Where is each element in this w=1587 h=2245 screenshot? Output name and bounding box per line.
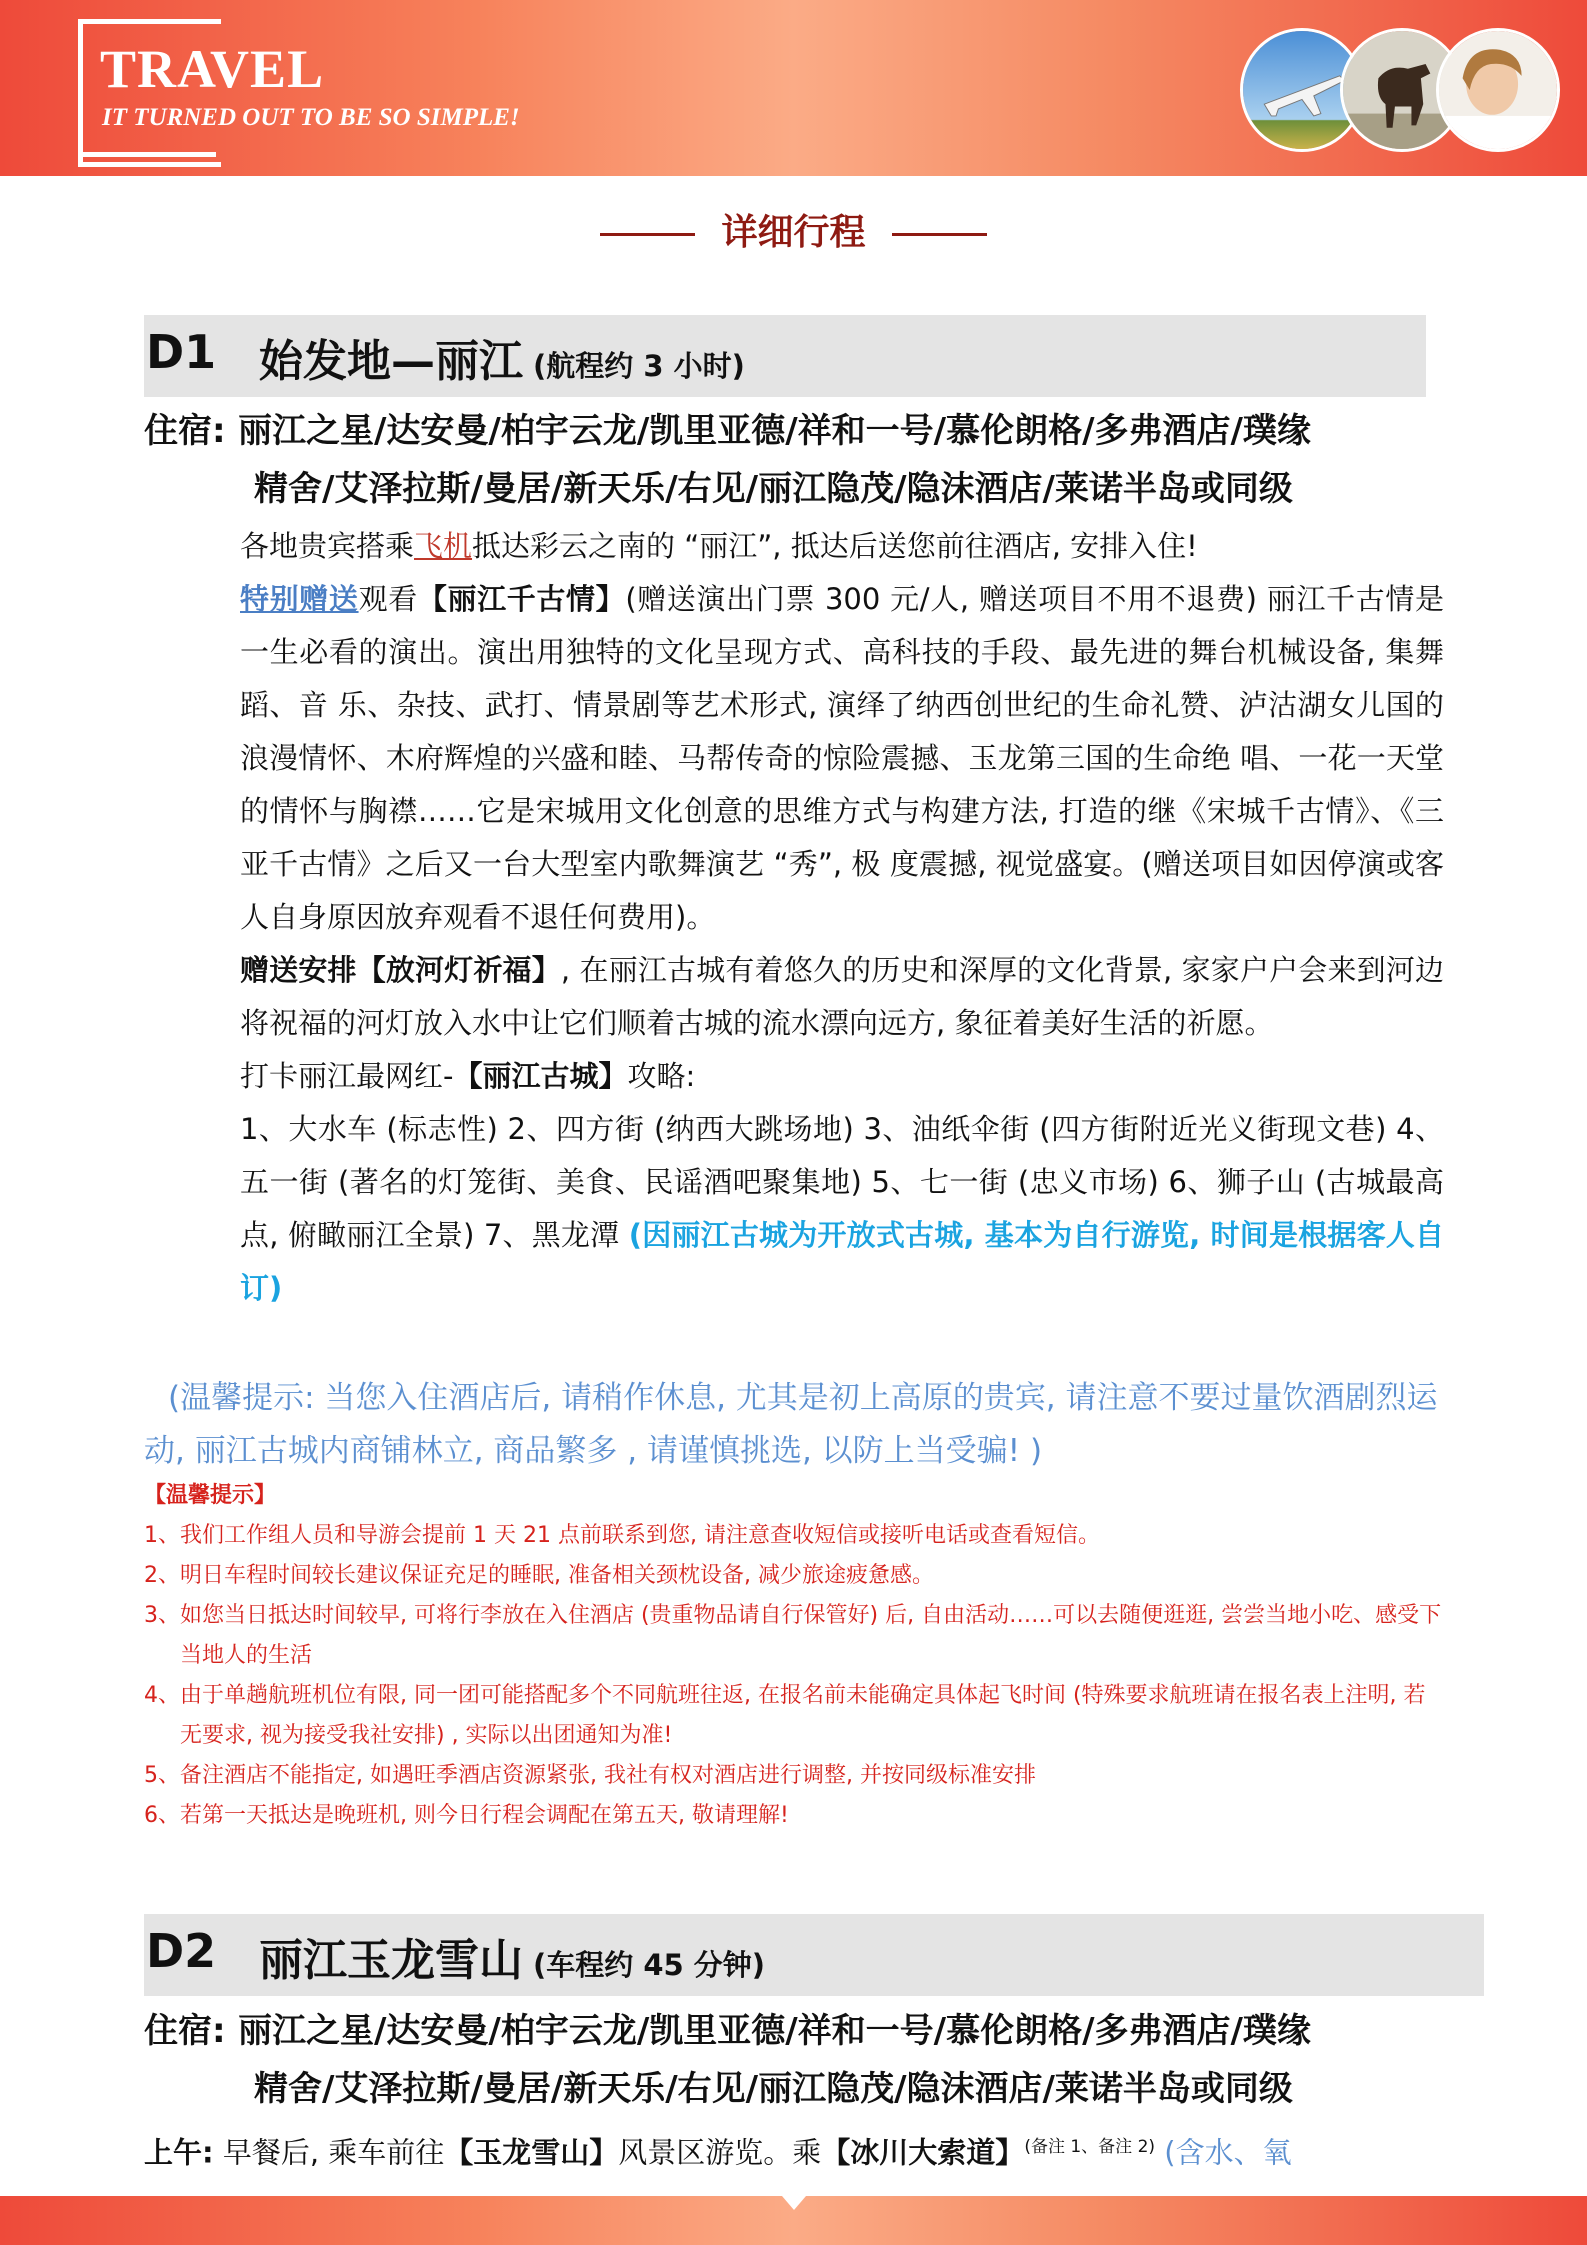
morning-text-b: 风景区游览。乘 [618, 2135, 822, 2170]
glacier-cableway: 【冰川大索道】 [821, 2135, 1025, 2170]
footer-notch-icon [782, 2196, 806, 2210]
day1-header-bar [144, 315, 1426, 397]
day1-paragraph-spots [240, 1103, 1444, 1315]
day2-header-bar [144, 1914, 1484, 1996]
day2-title-text: 丽江玉龙雪山 [259, 1935, 523, 1986]
day1-paragraph-oldtown [240, 1050, 1444, 1103]
section-heading [0, 204, 1587, 255]
day1-paragraph-lantern [240, 944, 1444, 1050]
heading-dash-left [600, 233, 695, 236]
heading-dash-right [892, 233, 987, 236]
day1-paragraph-show [240, 573, 1444, 944]
logo-title: TRAVEL [100, 39, 325, 99]
day1-reminders [144, 1476, 1444, 1836]
reminder-item: 1、我们工作组人员和导游会提前 1 天 21 点前联系到您, 请注意查收短信或接听电话或查看短信。 [144, 1523, 1100, 1548]
day1-lodging-label: 住宿: [144, 411, 226, 451]
woman-sleeping-photo [1436, 28, 1560, 152]
reminder-item: 2、明日车程时间较长建议保证充足的睡眠, 准备相关颈枕设备, 减少旅途疲惫感。 [144, 1563, 934, 1588]
day1-title [259, 325, 745, 389]
sleeping-woman-icon [1439, 31, 1557, 149]
flight-link[interactable]: 飞机 [414, 529, 473, 563]
day1-body [240, 520, 1444, 1315]
p2-text-a: 观看 [358, 582, 418, 616]
morning-text-a: 早餐后, 乘车前往 [222, 2135, 445, 2170]
p1-text-b: 抵达彩云之南的 “丽江”, 抵达后送您前往酒店, 安排入住! [472, 529, 1198, 563]
day1-title-text: 始发地—丽江 [259, 336, 523, 387]
p3-text: , 在丽江古城有着悠久的历史和深厚的文化背景, 家家户户会来到河边将祝福的河灯放入水中让它们顺着古城的流水漂向远方, 象征着美好生活的祈愿。 [240, 953, 1444, 1040]
reminder-heading: 【温馨提示】 [144, 1483, 277, 1508]
oldtown-name: 【丽江古城】 [453, 1059, 628, 1093]
header-banner [0, 0, 1587, 176]
day1-warm-tip: (温馨提示: 当您入住酒店后, 请稍作休息, 尤其是初上高原的贵宾, 请注意不要过量饮酒剧烈运动, 丽江古城内商铺林立, 商品繁多 , 请谨慎挑选, 以防上当受骗! ) [144, 1380, 1438, 1469]
day2-lodging-label: 住宿: [144, 2011, 226, 2051]
day2-number: D2 [146, 1924, 217, 1978]
reminder-item: 5、备注酒店不能指定, 如遇旺季酒店资源紧张, 我社有权对酒店进行调整, 并按同级标准安排 [144, 1763, 1036, 1788]
day2-lodging-line1: 丽江之星/达安曼/柏宇云龙/凯里亚德/祥和一号/慕伦朗格/多弗酒店/璞缘 [238, 2011, 1311, 2051]
logo-subtitle: IT TURNED OUT TO BE SO SIMPLE! [102, 104, 520, 131]
day1-lodging-line2: 精舍/艾泽拉斯/曼居/新天乐/右见/丽江隐茂/隐沫酒店/莱诺半岛或同级 [254, 469, 1293, 509]
reminder-item: 3、如您当日抵达时间较早, 可将行李放在入住酒店 (贵重物品请自行保管好) 后, 自由活动……可以去随便逛逛, 尝尝当地小吃、感受下当地人的生活 [144, 1603, 1442, 1668]
cableway-footnote: (备注 1、备注 2) [1024, 2137, 1156, 2157]
day2-title [259, 1924, 765, 1988]
p4-text-b: 攻略: [627, 1059, 696, 1093]
lantern-title: 赠送安排【放河灯祈福】 [240, 953, 561, 987]
reminder-item: 6、若第一天抵达是晚班机, 则今日行程会调配在第五天, 敬请理解! [144, 1803, 789, 1828]
reminder-item: 4、由于单趟航班机位有限, 同一团可能搭配多个不同航班往返, 在报名前未能确定具体起飞时间 (特殊要求航班请在报名表上注明, 若无要求, 视为接受我社安排) , 实际以出团通知为准! [144, 1683, 1426, 1748]
day2-morning [144, 2122, 1444, 2178]
day1-duration: (航程约 3 小时) [533, 349, 745, 383]
day1-lodging-line1: 丽江之星/达安曼/柏宇云龙/凯里亚德/祥和一号/慕伦朗格/多弗酒店/璞缘 [238, 411, 1311, 451]
spots-note: (因丽江古城为开放式古城, 基本为自行游览, 时间是根据客人自订) [240, 1218, 1444, 1305]
logo-frame-top-stub [78, 19, 216, 24]
logo-frame-bottom-stub [78, 152, 216, 157]
morning-text-c: (含水、氧 [1155, 2135, 1292, 2170]
jade-snow-mountain: 【玉龙雪山】 [444, 2135, 619, 2170]
day2-lodging [144, 2002, 1444, 2118]
spots-list: 1、大水车 (标志性) 2、四方街 (纳西大跳场地) 3、油纸伞街 (四方街附近光义街现文巷) 4、五一街 (著名的灯笼街、美食、民谣酒吧聚集地) 5、七一街 (忠义市场) 6、狮子山 (古城最高点, 俯瞰丽江全景) 7、黑龙潭 [240, 1112, 1444, 1252]
special-gift-link[interactable]: 特别赠送 [240, 582, 359, 616]
show-name: 【丽江千古情】 [417, 582, 626, 616]
p1-text-a: 各地贵宾搭乘 [240, 529, 415, 563]
p4-text-a: 打卡丽江最网红- [240, 1059, 454, 1093]
section-title: 详细行程 [721, 212, 866, 253]
day2-lodging-line2: 精舍/艾泽拉斯/曼居/新天乐/右见/丽江隐茂/隐沫酒店/莱诺半岛或同级 [254, 2069, 1293, 2109]
day1-number: D1 [146, 325, 217, 379]
day1-lodging [144, 402, 1444, 518]
p2-text-b: (赠送演出门票 300 元/人, 赠送项目不用不退费) 丽江千古情是一生必看的演出。演出用独特的文化呈现方式、高科技的手段、最先进的舞台机械设备, 集舞蹈、音 乐、杂技、武打、情景剧等艺术形式, 演绎了纳西创世纪的生命礼赞、泸沽湖女儿国的浪漫情怀、木府辉煌的兴盛和睦、马帮传奇的惊险震撼、玉龙第三国的生命绝 唱、一花一天堂的情怀与胸襟……它是宋城用文化创意的思维方式与构建方法, 打造的继《宋城千古情》、《三亚千古情》之后又一台大型室内歌舞演艺 “秀”, 极 度震撼, 视觉盛宴。(赠送项目如因停演或客人自身原因放弃观看不退任何费用)。 [240, 582, 1444, 934]
day2-duration: (车程约 45 分钟) [533, 1948, 766, 1982]
day1-paragraph-arrival [240, 520, 1444, 573]
morning-label: 上午: [144, 2135, 214, 2170]
